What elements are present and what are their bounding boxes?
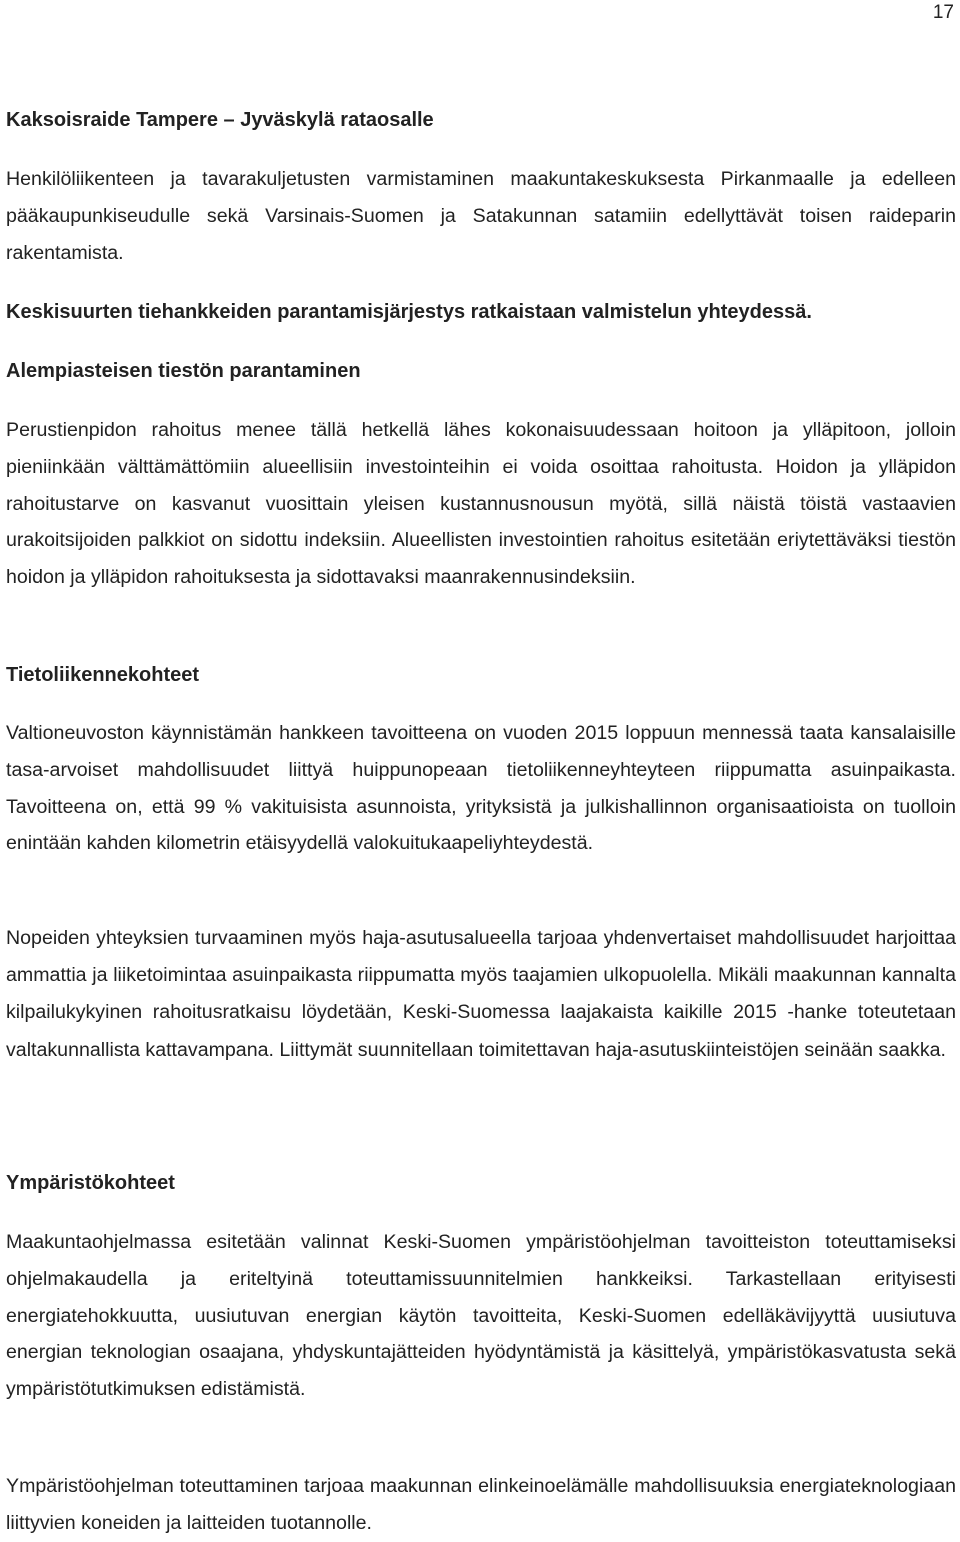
paragraph-ymparisto-2: Ympäristöohjelman toteuttaminen tarjoaa maakunnan elinkeinoelämälle mahdollisuuksia energiateknologiaan liittyvien koneiden ja laitteiden tuotannolle. — [6, 1475, 956, 1534]
paragraph-kaksoisraide: Henkilöliikenteen ja tavarakuljetusten varmistaminen maakuntakeskuksesta Pirkanmaalle ja edelleen pääkaupunkiseudulle sekä Varsinais-Suomen ja Satakunnan satamiin edellyttävät toisen raideparin rakentamista. — [6, 168, 956, 264]
heading-keskisuurten-tiehankkeet: Keskisuurten tiehankkeiden parantamisjärjestys ratkaistaan valmistelun yhteydessä. — [6, 301, 812, 323]
paragraph-tietoliikenne-1: Valtioneuvoston käynnistämän hankkeen tavoitteena on vuoden 2015 loppuun mennessä taata kansalaisille tasa-arvoiset mahdollisuudet liittyä huippunopeaan tietoliikenneyhteyteen riippumatta asuinpaikasta. Tavoitteena on, että 99 % vakituisista asunnoista, yrityksistä ja julkishallinnon organisaatioista on tuolloin enintään kahden kilometrin etäisyydellä valokuitukaapeliyhteydestä. — [6, 722, 956, 855]
paragraph-ymparisto-1: Maakuntaohjelmassa esitetään valinnat Keski-Suomen ympäristöohjelman tavoitteiston toteuttamiseksi ohjelmakaudella ja eriteltyinä toteuttamissuunnitelmien hankkeiksi. Tarkastellaan erityisesti energiatehokkuutta, uusiutuvan energian käytön tavoitteita, Keski-Suomen edelläkävijyyttä uusiutuva energian teknologian osaajana, yhdyskuntajätteiden hyödyntämistä ja käsittelyä, ympäristökasvatusta sekä ympäristötutkimuksen edistämistä. — [6, 1231, 956, 1401]
paragraph-tietoliikenne-2: Nopeiden yhteyksien turvaaminen myös haja-asutusalueella tarjoaa yhdenvertaiset mahdollisuudet harjoittaa ammattia ja liiketoimintaa asuinpaikasta riippumatta myös taajamien ulkopuolella. Mikäli maakunnan kannalta kilpailukykyinen rahoitusratkaisu löydetään, Keski-Suomessa laajakaista kaikille 2015 -hanke toteutetaan valtakunnallista kattavampana. Liittymät suunnitellaan toimitettavan haja-asutuskiinteistöjen seinään saakka. — [6, 927, 956, 1061]
page-number: 17 — [932, 2, 954, 23]
paragraph-alempiasteinen-tiesto: Perustienpidon rahoitus menee tällä hetkellä lähes kokonaisuudessaan hoitoon ja ylläpitoon, jolloin pieniinkään välttämättömiin alueellisiin investointeihin ei voida osoittaa rahoitusta. Hoidon ja ylläpidon rahoitustarve on kasvanut vuosittain yleisen kustannusnousun myötä, sillä näistä töistä vastaavien urakoitsijoiden palkkiot on sidottu indeksiin. Alueellisten investointien rahoitus esitetään eriytettäväksi tiestön hoidon ja ylläpidon rahoituksesta ja sidottavaksi maanrakennusindeksiin. — [6, 419, 956, 589]
heading-ymparistokohteet: Ympäristökohteet — [6, 1172, 175, 1194]
heading-kaksoisraide: Kaksoisraide Tampere – Jyväskylä rataosalle — [6, 109, 434, 131]
heading-tietoliikennekohteet: Tietoliikennekohteet — [6, 664, 200, 686]
heading-alempiasteinen-tiesto: Alempiasteisen tiestön parantaminen — [6, 360, 361, 382]
